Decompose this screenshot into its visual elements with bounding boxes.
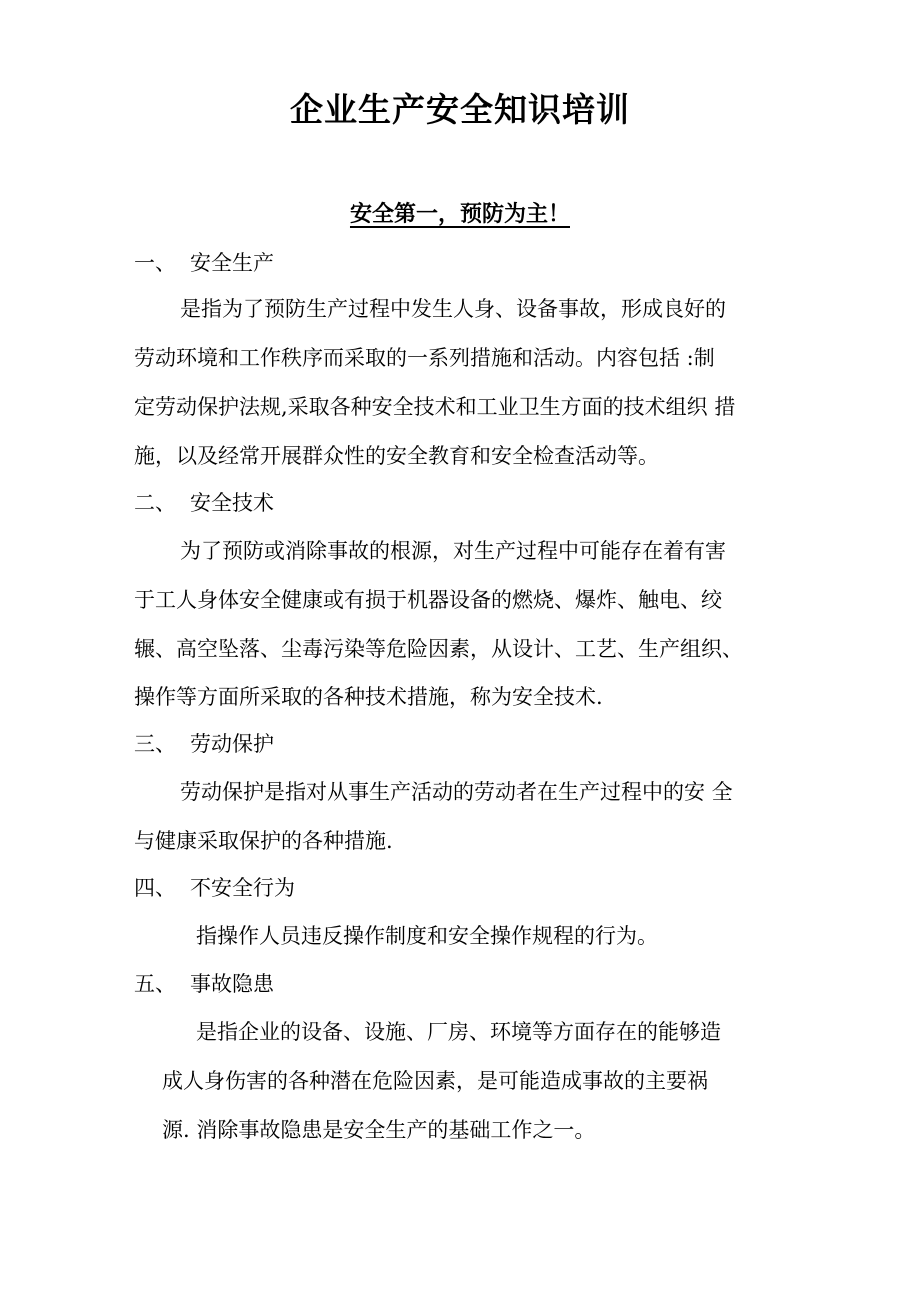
paragraph-line: 是指企业的设备、设施、厂房、环境等方面存在的能够造 [196, 1020, 721, 1044]
paragraph-line: 成人身伤害的各种潜在危险因素，是可能造成事故的主要祸 [162, 1069, 708, 1093]
paragraph-line: 指操作人员违反操作制度和安全操作规程的行为。 [196, 924, 658, 948]
subtitle-text: 安全第一，预防为主！ [349, 201, 570, 227]
paragraph-line: 定劳动保护法规,采取各种安全技术和工业卫生方面的技术组织 措 [134, 395, 736, 419]
paragraph-line: 为了预防或消除事故的根源，对生产过程中可能存在着有害 [180, 539, 726, 563]
section-number: 四、 [134, 876, 176, 900]
paragraph-line: 辗、高空坠落、尘毒污染等危险因素，从设计、工艺、生产组织、 [134, 637, 743, 661]
section-heading [134, 966, 274, 1002]
section-title: 事故隐患 [190, 972, 274, 996]
section-number: 一、 [134, 251, 176, 275]
paragraph-line: 劳动环境和工作秩序而采取的一系列措施和活动。内容包括 :制 [134, 346, 715, 370]
paragraph-line: 是指为了预防生产过程中发生人身、设备事故，形成良好的 [180, 297, 726, 321]
section-heading [134, 245, 274, 281]
section-heading [134, 870, 295, 906]
paragraph-line: 施，以及经常开展群众性的安全教育和安全检查活动等。 [134, 444, 659, 468]
section-title: 不安全行为 [190, 876, 295, 900]
section-number: 五、 [134, 972, 176, 996]
section-title: 劳动保护 [190, 732, 274, 756]
section-heading [134, 726, 274, 762]
paragraph-line: 于工人身体安全健康或有损于机器设备的燃烧、爆炸、触电、绞 [134, 588, 722, 612]
section-title: 安全技术 [190, 491, 274, 515]
document-subtitle [0, 196, 920, 232]
paragraph-line: 与健康采取保护的各种措施. [134, 829, 393, 853]
paragraph-line: 操作等方面所采取的各种技术措施，称为安全技术. [134, 685, 603, 709]
document-title: 企业生产安全知识培训 [290, 90, 630, 129]
section-title: 安全生产 [190, 251, 274, 275]
section-heading [134, 485, 274, 521]
paragraph-line: 劳动保护是指对从事生产活动的劳动者在生产过程中的安 全 [180, 780, 733, 804]
section-number: 三、 [134, 732, 176, 756]
section-number: 二、 [134, 491, 176, 515]
paragraph-line: 源. 消除事故隐患是安全生产的基础工作之一。 [162, 1118, 596, 1142]
